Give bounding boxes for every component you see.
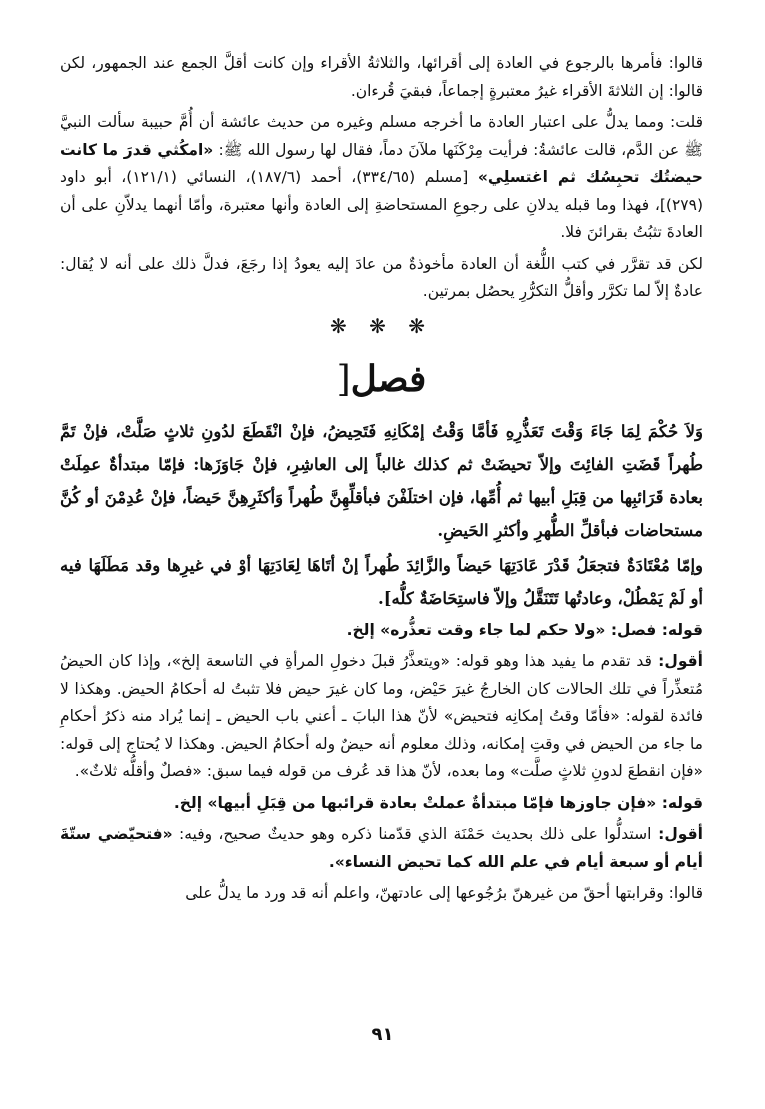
commentary-answer-1 [60,648,703,786]
answer-1-text: قد تقدم ما يفيد هذا وهو قوله: «ويتعذَّرُ قبلَ دخولِ المرأةِ في التاسعة إلخ»، وإذا كان الحيضُ مُتعذِّراً في تلك الحالات كان الخارجُ غيرَ حَيْض، وما كان غيرَ حيض فلا تثبتُ له أحكامُ الحيض. وهكذا لا فائدة لقوله: «فأمّا وقتُ إمكانِه فتحيض» لأنّ هذا البابَ ـ أعني باب الحيض ـ إنما يُراد منه ذكرُ أحكامِ ما جاء من الحيض في وقتِ إمكانه، وذلك معلوم أنه حيضٌ وله أحكامُ الحيض. وهكذا لا يُحتاج إلى قوله: «فإن انقطعَ لدونِ ثلاثٍ صلَّت» وما بعده، لأنّ هذا قد عُرف من قوله فيما سبق: «فصلٌ وأقلُّه ثلاثٌ». [60,652,703,780]
matn-paragraph-1: وَلاَ حُكْمَ لِمَا جَاءَ وَقْتَ تَعَذُّرِهِ فَأمَّا وَقْتُ إمْكَانِهِ فَتَحِيضُ، فإنْ انْقَطَعَ لدُونِ ثلاثٍ صَلَّتْ، فإنْ تَمَّ طُهراً قَضَتِ الفائِتَ وإلاّ تحيضَتْ ثم كذلك غالباً إلى العاشِرِ، فإنْ جَاوَزَها: فإمّا مبتدأةٌ عمِلَتْ بعادة قَرَائبِها من قِبَلِ أبيها ثم أُمِّها، فإن اختلَفْنَ فبأقلِّهِنَّ طُهراً وَأكثَرِهِنَّ حَيضاً، فإنْ عُدِمْنَ أو كُنَّ مستحاضات فبأقلِّ الطُّهرِ وأكثرِ الحَيضِ. [60,421,703,540]
page-number: ٩١ [371,1024,394,1045]
paragraph-1: قالوا: فأمرها بالرجوع في العادة إلى أقرائها، والثلاثةُ الأقراء وإن كانت أقلَّ الجمع عند الجمهور، لكن قالوا: إن الثلاثةَ الأقراء غيرُ معتبرةٍ إجماعاً، فبقيَ قُرءان. [60,54,703,100]
answer-2-hadith: «فتحيّضي ستّةَ أيام أو سبعة أيام في علم الله كما تحيض النساء». [60,825,703,871]
paragraph-2-text: قلت: ومما يدلُّ على اعتبار العادة ما أخرجه مسلم وغيره من حديث عائشة أن أُمَّ حبيبة سألت النبيَّ ﷺ عن الدَّم، قالت عائشةُ: فرأيت مِرْكَنَها ملآنَ دماً، فقال لها رسول الله ﷺ: [60,113,704,159]
section-separator: ❋ ❋ ❋ [330,313,433,338]
commentary-quote-1 [60,617,703,645]
heading-bracket: [ [336,358,351,400]
paragraph-last: قالوا: وقرابتها أحقّ من غيرهنّ برُجُوعها إلى عادتهنّ، واعلم أنه قد ورد ما يدلُّ على [185,884,703,902]
commentary-answer-2 [60,821,703,876]
hadith-references: [مسلم (٣٣٤/٦٥)، أحمد (١٨٧/٦)، النسائي (١٢١/١)، أبو داود (٢٧٩)]، فهذا وما قبله يدلانِ على رجوعِ المستحاضةِ إلى العادة وأنها معتبرة، وأمّا أنهما يدلاّنِ على أن العادةَ تثبُتُ بقرائنَ فلا. [60,168,703,241]
page-body [60,50,703,912]
quote-1-text: «ولا حكم لما جاء وقت تعذُّره» إلخ. [346,620,606,639]
quote-2-text: «فإن جاوزها فإمّا مبتدأةٌ عملتْ بعادة قرائبها من قِبَلِ أبيها» إلخ. [173,793,657,812]
matn-paragraph-2: وإمّا مُعْتَادَةٌ فتجعَلُ قَدْرَ عَادَتِهَا حَيضاً والزَّائِدَ طُهراً إنْ أتَاهَا لِعَادَتِهَا أوْ في غيرِها وقد مَطَلَهَا فيه أو لَمْ يَمْطُلْ، وعادتُها تَتَنَقَّلُ وإلاّ فاستِحَاضَةٌ كلُّه]. [60,555,703,608]
paragraph-3: لكن قد تقرَّر في كتب اللُّغة أن العادة مأخوذةٌ من عادَ إليه يعودُ إذا رجَعَ، فدلَّ ذلك على أنه لا يُقال: عادةٌ إلاّ لما تكرَّر وأقلُّ التكرُّرِ يحصُل بمرتين. [60,254,703,300]
section-heading-wrap [60,354,703,405]
commentary-quote-2 [60,790,703,818]
hadith-quote: «امكُثي قدرَ ما كانت حيضتُك تحبِسُك ثم اغتسلِي» [60,140,703,186]
heading-text: فصل [350,357,427,400]
answer-2-text: استدلُّوا على ذلك بحديث حَمْنَة الذي قدّمنا ذكره وهو حديثٌ صحيح، وفيه: [179,825,652,843]
answer-2-lead: أقول: [651,825,703,843]
quote-2-lead: قوله: [656,793,703,812]
answer-1-lead: أقول: [651,652,703,670]
paragraph-2 [60,109,703,247]
section-heading [337,354,427,405]
quote-1-lead: قوله: فصل: [605,620,703,639]
